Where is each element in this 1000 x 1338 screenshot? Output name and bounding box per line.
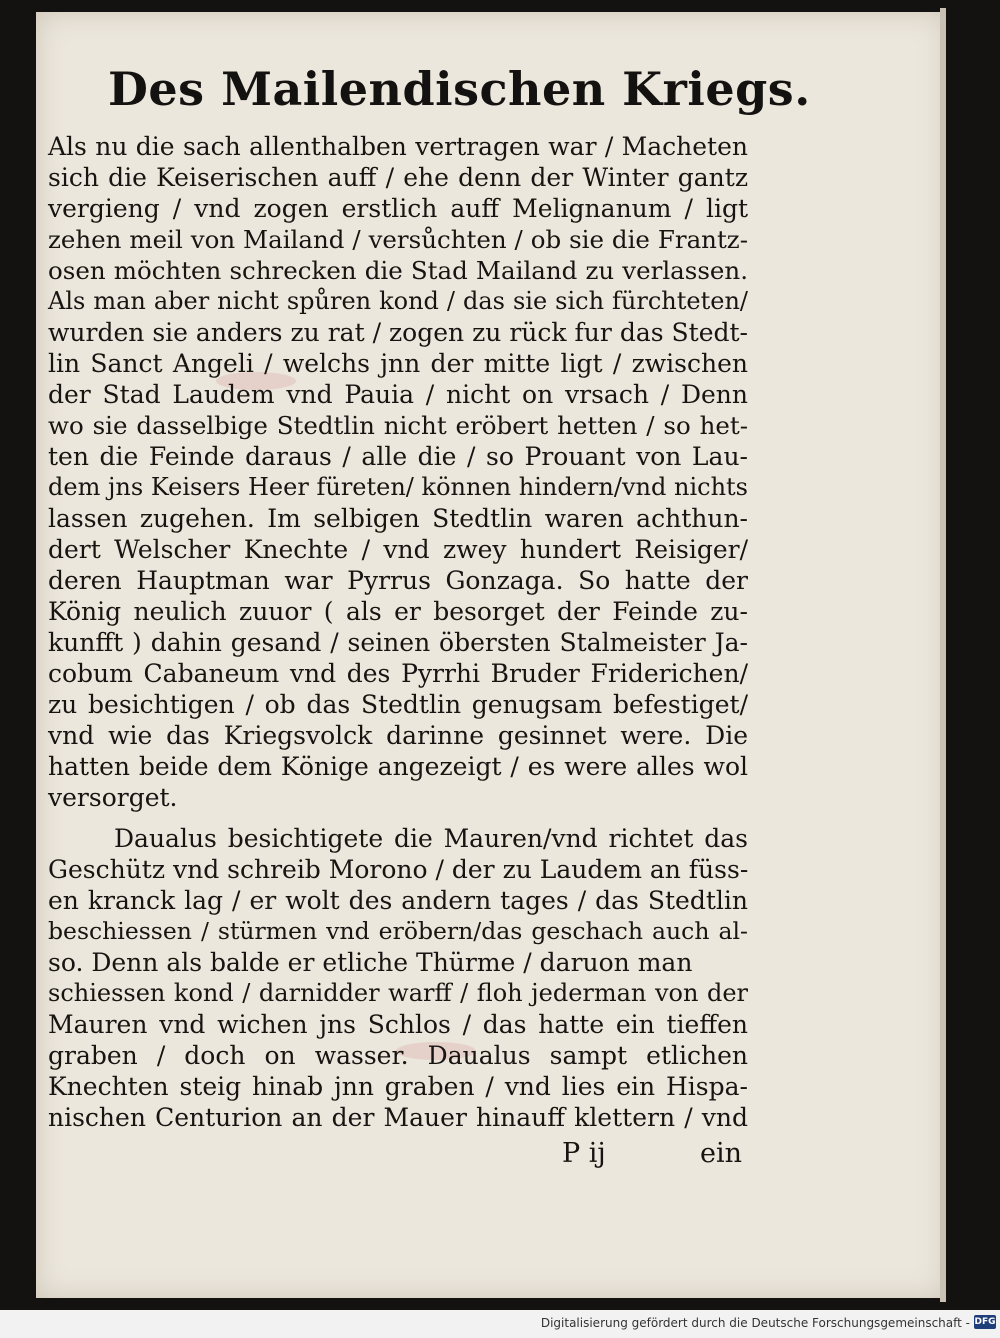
text-line: deren Hauptman war Pyrrus Gonzaga. So hatte der (48, 566, 748, 595)
text-line: vnd wie das Kriegsvolck darinne gesinnet were. Die (48, 721, 748, 750)
text-line: Daualus besichtigete die Mauren/vnd richtet das (114, 824, 748, 853)
text-line: en kranck lag / er wolt des andern tages / das Stedtlin (48, 886, 748, 915)
text-line: nischen Centurion an der Mauer hinauff klettern / vnd (48, 1103, 748, 1132)
text-line: osen möchten schrecken die Stad Mailand zu verlassen. (48, 256, 748, 285)
text-line: zu besichtigen / ob das Stedtlin genugsam befestiget/ (48, 690, 748, 719)
text-line: ten die Feinde daraus / alle die / so Prouant von Lau- (48, 442, 748, 471)
text-line: kunfft ) dahin gesand / seinen öbersten Stalmeister Ja- (48, 628, 748, 657)
text-line: Als man aber nicht spůren kond / das sie sich fürchteten/ (48, 287, 748, 315)
running-head: Des Mailendischen Kriegs. (108, 62, 811, 116)
text-line: Knechten steig hinab jnn graben / vnd lies ein Hispa- (48, 1072, 748, 1101)
text-line: zehen meil von Mailand / versůchten / ob sie die Frantz- (48, 225, 748, 254)
text-line: sich die Keiserischen auff / ehe denn der Winter gantz (48, 163, 748, 192)
text-line: graben / doch on wasser. Daualus sampt etlichen (48, 1041, 748, 1070)
text-line: wurden sie anders zu rat / zogen zu rück fur das Stedt- (48, 318, 748, 347)
text-line: Als nu die sach allenthalben vertragen war / Macheten (48, 132, 748, 161)
text-line: Geschütz vnd schreib Morono / der zu Laudem an füss- (48, 855, 749, 884)
footer-credit: Digitalisierung gefördert durch die Deutsche Forschungsgemeinschaft - (540, 1316, 970, 1330)
text-line: dem jns Keisers Heer füreten/ können hindern/vnd nichts (48, 473, 748, 501)
dfg-logo: DFG (974, 1317, 996, 1327)
signature-line (562, 1138, 742, 1172)
text-line: versorget. (48, 783, 178, 812)
text-line: dert Welscher Knechte / vnd zwey hundert Reisiger/ (48, 535, 748, 564)
text-line: hatten beide dem Könige angezeigt / es were alles wol (48, 752, 748, 781)
text-line: der Stad Laudem vnd Pauia / nicht on vrsach / Denn (48, 380, 748, 409)
catchword: ein (699, 1138, 742, 1169)
page-edge (940, 8, 946, 1302)
signature-mark: P ij (562, 1138, 606, 1169)
text-line: wo sie dasselbige Stedtlin nicht eröbert hetten / so het- (48, 411, 748, 440)
text-line: vergieng / vnd zogen erstlich auff Melignanum / ligt (48, 194, 748, 223)
text-line: König neulich zuuor ( als er besorget der Feinde zu- (48, 597, 748, 626)
text-line: Mauren vnd wichen jns Schlos / das hatte ein tieffen (48, 1010, 748, 1039)
text-line: lassen zugehen. Im selbigen Stedtlin waren achthun- (48, 504, 748, 533)
text-line: beschiessen / stürmen vnd eröbern/das geschach auch al- (48, 917, 748, 945)
text-line: lin Sanct Angeli / welchs jnn der mitte ligt / zwischen (48, 349, 748, 378)
text-line: cobum Cabaneum vnd des Pyrrhi Bruder Friderichen/ (48, 659, 748, 688)
text-line: schiessen kond / darnidder warff / floh jederman von der (48, 979, 748, 1007)
body-text (48, 131, 748, 1133)
text-line: so. Denn als balde er etliche Thürme / daruon man (48, 948, 693, 977)
